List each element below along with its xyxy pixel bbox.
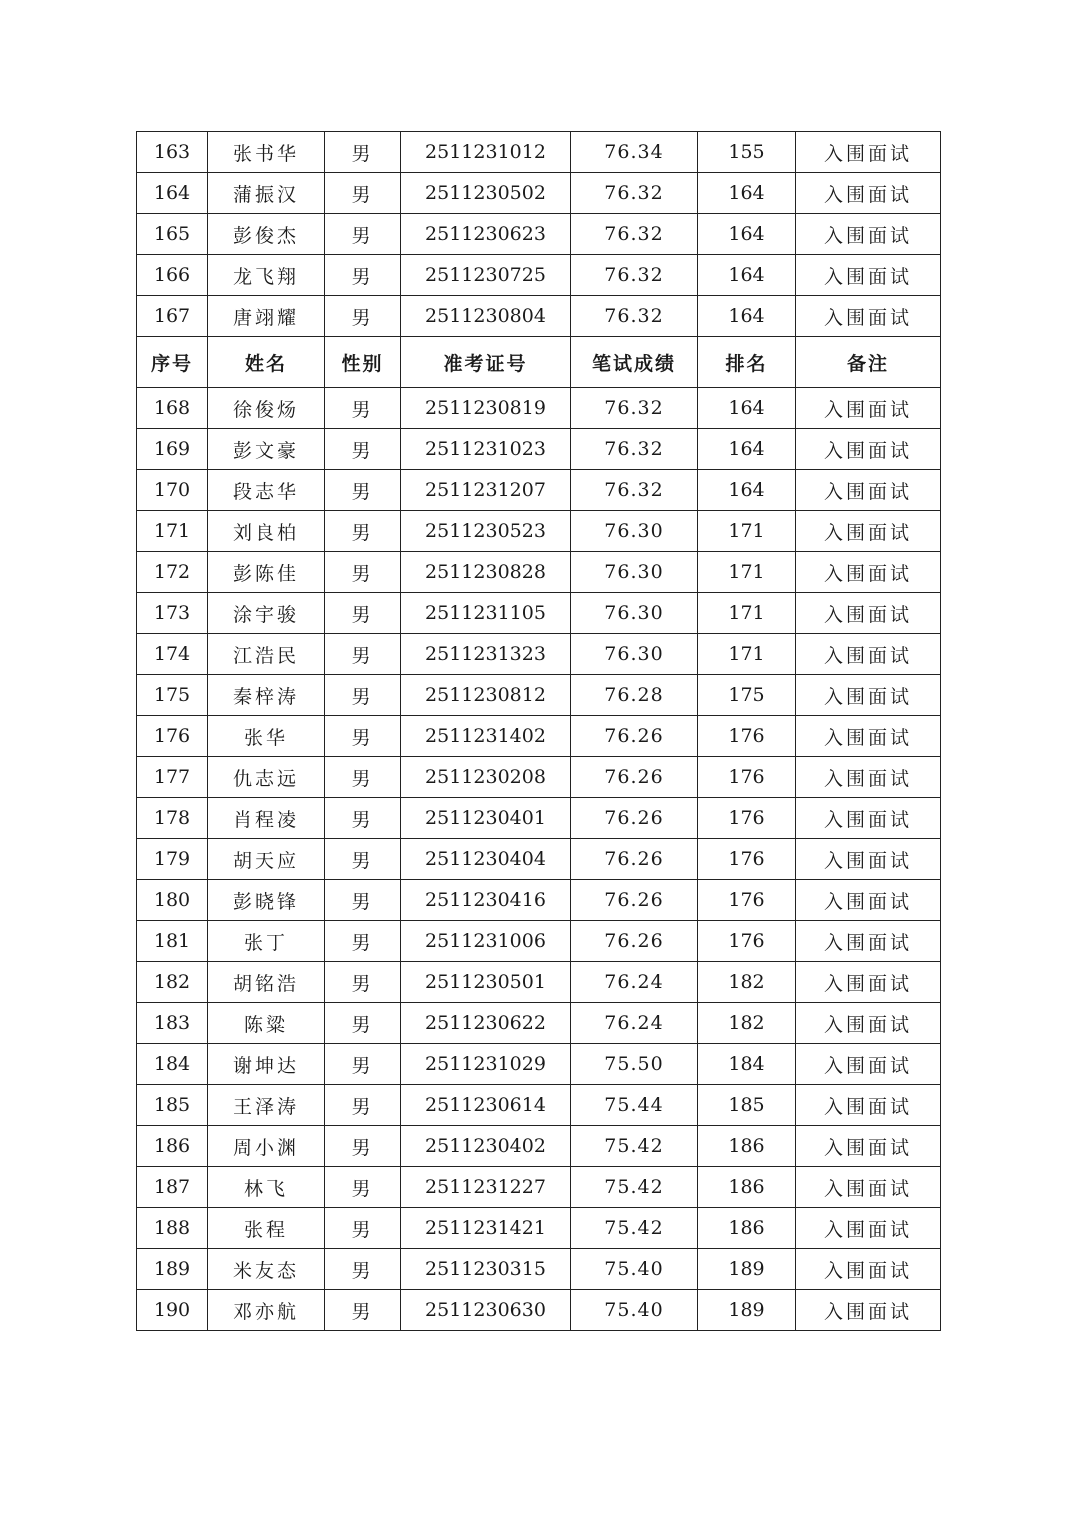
cell-gender: 男 (325, 839, 401, 880)
cell-name: 彭俊杰 (208, 214, 325, 255)
cell-gender: 男 (325, 675, 401, 716)
table-row (137, 429, 941, 470)
cell-rank: 176 (698, 880, 796, 921)
cell-rank: 176 (698, 798, 796, 839)
cell-gender: 男 (325, 214, 401, 255)
cell-exam-id: 2511230402 (401, 1126, 571, 1167)
rows-before-header (137, 132, 941, 337)
cell-no: 185 (137, 1085, 208, 1126)
cell-no: 168 (137, 388, 208, 429)
cell-exam-id: 2511230208 (401, 757, 571, 798)
cell-rank: 186 (698, 1126, 796, 1167)
cell-score: 76.24 (571, 1003, 698, 1044)
table-row (137, 798, 941, 839)
cell-gender: 男 (325, 511, 401, 552)
cell-no: 178 (137, 798, 208, 839)
cell-exam-id: 2511231227 (401, 1167, 571, 1208)
cell-gender: 男 (325, 880, 401, 921)
cell-rank: 186 (698, 1208, 796, 1249)
cell-rank: 176 (698, 921, 796, 962)
cell-score: 75.40 (571, 1249, 698, 1290)
cell-rank: 182 (698, 962, 796, 1003)
cell-score: 75.42 (571, 1126, 698, 1167)
table-row (137, 593, 941, 634)
cell-exam-id: 2511230614 (401, 1085, 571, 1126)
cell-name: 谢坤达 (208, 1044, 325, 1085)
cell-exam-id: 2511230523 (401, 511, 571, 552)
cell-exam-id: 2511231029 (401, 1044, 571, 1085)
cell-name: 张程 (208, 1208, 325, 1249)
cell-score: 76.26 (571, 839, 698, 880)
cell-exam-id: 2511231207 (401, 470, 571, 511)
cell-note: 入围面试 (796, 675, 941, 716)
cell-note: 入围面试 (796, 839, 941, 880)
cell-exam-id: 2511230501 (401, 962, 571, 1003)
cell-score: 75.42 (571, 1208, 698, 1249)
table-row (137, 173, 941, 214)
cell-rank: 164 (698, 255, 796, 296)
cell-no: 187 (137, 1167, 208, 1208)
cell-exam-id: 2511230416 (401, 880, 571, 921)
cell-note: 入围面试 (796, 214, 941, 255)
cell-note: 入围面试 (796, 1085, 941, 1126)
cell-name: 仇志远 (208, 757, 325, 798)
cell-gender: 男 (325, 132, 401, 173)
header-exam-id: 准考证号 (401, 337, 571, 388)
cell-score: 76.32 (571, 470, 698, 511)
cell-note: 入围面试 (796, 552, 941, 593)
cell-note: 入围面试 (796, 1044, 941, 1085)
cell-rank: 155 (698, 132, 796, 173)
cell-score: 76.26 (571, 757, 698, 798)
cell-exam-id: 2511230725 (401, 255, 571, 296)
cell-rank: 176 (698, 839, 796, 880)
table-row (137, 511, 941, 552)
cell-gender: 男 (325, 388, 401, 429)
cell-no: 183 (137, 1003, 208, 1044)
cell-rank: 164 (698, 296, 796, 337)
cell-score: 76.30 (571, 593, 698, 634)
table-row (137, 716, 941, 757)
cell-note: 入围面试 (796, 798, 941, 839)
table-row (137, 921, 941, 962)
cell-name: 肖程凌 (208, 798, 325, 839)
header-row (137, 337, 941, 388)
cell-score: 76.32 (571, 429, 698, 470)
cell-name: 陈粱 (208, 1003, 325, 1044)
table-row (137, 880, 941, 921)
cell-no: 182 (137, 962, 208, 1003)
cell-score: 76.30 (571, 634, 698, 675)
table-row (137, 388, 941, 429)
repeated-header (137, 337, 941, 388)
cell-exam-id: 2511231421 (401, 1208, 571, 1249)
cell-name: 徐俊炀 (208, 388, 325, 429)
cell-exam-id: 2511230315 (401, 1249, 571, 1290)
cell-score: 76.26 (571, 798, 698, 839)
table-row (137, 1208, 941, 1249)
cell-exam-id: 2511231105 (401, 593, 571, 634)
cell-name: 林飞 (208, 1167, 325, 1208)
cell-name: 彭文豪 (208, 429, 325, 470)
cell-no: 176 (137, 716, 208, 757)
cell-name: 周小渊 (208, 1126, 325, 1167)
cell-note: 入围面试 (796, 388, 941, 429)
cell-note: 入围面试 (796, 511, 941, 552)
cell-name: 蒲振汉 (208, 173, 325, 214)
cell-note: 入围面试 (796, 716, 941, 757)
table-row (137, 470, 941, 511)
table-row (137, 1044, 941, 1085)
cell-exam-id: 2511230630 (401, 1290, 571, 1331)
cell-rank: 171 (698, 593, 796, 634)
cell-gender: 男 (325, 296, 401, 337)
cell-gender: 男 (325, 429, 401, 470)
cell-rank: 189 (698, 1290, 796, 1331)
cell-exam-id: 2511231012 (401, 132, 571, 173)
cell-note: 入围面试 (796, 593, 941, 634)
cell-note: 入围面试 (796, 173, 941, 214)
cell-gender: 男 (325, 255, 401, 296)
cell-name: 江浩民 (208, 634, 325, 675)
cell-exam-id: 2511230804 (401, 296, 571, 337)
cell-gender: 男 (325, 634, 401, 675)
cell-note: 入围面试 (796, 429, 941, 470)
cell-name: 彭陈佳 (208, 552, 325, 593)
header-gender: 性别 (325, 337, 401, 388)
cell-name: 龙飞翔 (208, 255, 325, 296)
cell-note: 入围面试 (796, 1208, 941, 1249)
cell-rank: 164 (698, 173, 796, 214)
cell-no: 188 (137, 1208, 208, 1249)
results-table (136, 131, 941, 1331)
cell-note: 入围面试 (796, 296, 941, 337)
cell-gender: 男 (325, 1044, 401, 1085)
cell-name: 段志华 (208, 470, 325, 511)
cell-note: 入围面试 (796, 470, 941, 511)
cell-score: 76.34 (571, 132, 698, 173)
header-score: 笔试成绩 (571, 337, 698, 388)
cell-gender: 男 (325, 470, 401, 511)
header-no: 序号 (137, 337, 208, 388)
cell-exam-id: 2511231023 (401, 429, 571, 470)
table-row (137, 1085, 941, 1126)
cell-score: 76.26 (571, 921, 698, 962)
cell-rank: 164 (698, 214, 796, 255)
cell-rank: 184 (698, 1044, 796, 1085)
cell-gender: 男 (325, 1249, 401, 1290)
table-row (137, 1003, 941, 1044)
cell-rank: 164 (698, 429, 796, 470)
cell-no: 173 (137, 593, 208, 634)
cell-rank: 171 (698, 511, 796, 552)
cell-rank: 171 (698, 552, 796, 593)
cell-no: 180 (137, 880, 208, 921)
cell-score: 75.42 (571, 1167, 698, 1208)
cell-score: 76.32 (571, 388, 698, 429)
cell-name: 秦梓涛 (208, 675, 325, 716)
cell-note: 入围面试 (796, 962, 941, 1003)
cell-rank: 171 (698, 634, 796, 675)
cell-name: 胡铭浩 (208, 962, 325, 1003)
table-row (137, 296, 941, 337)
cell-score: 76.30 (571, 511, 698, 552)
cell-no: 184 (137, 1044, 208, 1085)
cell-gender: 男 (325, 1085, 401, 1126)
cell-no: 175 (137, 675, 208, 716)
cell-name: 米友态 (208, 1249, 325, 1290)
cell-score: 76.32 (571, 173, 698, 214)
cell-rank: 182 (698, 1003, 796, 1044)
cell-rank: 176 (698, 757, 796, 798)
cell-rank: 164 (698, 470, 796, 511)
cell-score: 75.44 (571, 1085, 698, 1126)
cell-exam-id: 2511230623 (401, 214, 571, 255)
table-row (137, 962, 941, 1003)
cell-exam-id: 2511230819 (401, 388, 571, 429)
cell-rank: 175 (698, 675, 796, 716)
cell-rank: 189 (698, 1249, 796, 1290)
cell-score: 76.30 (571, 552, 698, 593)
cell-rank: 186 (698, 1167, 796, 1208)
cell-name: 王泽涛 (208, 1085, 325, 1126)
cell-name: 张书华 (208, 132, 325, 173)
cell-exam-id: 2511230812 (401, 675, 571, 716)
cell-no: 177 (137, 757, 208, 798)
table-row (137, 255, 941, 296)
cell-gender: 男 (325, 716, 401, 757)
cell-exam-id: 2511230828 (401, 552, 571, 593)
cell-name: 胡天应 (208, 839, 325, 880)
cell-gender: 男 (325, 1126, 401, 1167)
cell-name: 刘良柏 (208, 511, 325, 552)
cell-gender: 男 (325, 552, 401, 593)
table-row (137, 839, 941, 880)
cell-note: 入围面试 (796, 880, 941, 921)
table-row (137, 1249, 941, 1290)
cell-exam-id: 2511231402 (401, 716, 571, 757)
cell-note: 入围面试 (796, 757, 941, 798)
cell-no: 171 (137, 511, 208, 552)
cell-no: 167 (137, 296, 208, 337)
cell-exam-id: 2511231323 (401, 634, 571, 675)
cell-gender: 男 (325, 757, 401, 798)
cell-exam-id: 2511230404 (401, 839, 571, 880)
cell-note: 入围面试 (796, 634, 941, 675)
table-row (137, 634, 941, 675)
cell-gender: 男 (325, 921, 401, 962)
rows-after-header (137, 388, 941, 1331)
cell-no: 163 (137, 132, 208, 173)
cell-note: 入围面试 (796, 132, 941, 173)
cell-gender: 男 (325, 593, 401, 634)
cell-no: 186 (137, 1126, 208, 1167)
cell-gender: 男 (325, 962, 401, 1003)
cell-rank: 176 (698, 716, 796, 757)
cell-no: 172 (137, 552, 208, 593)
cell-no: 166 (137, 255, 208, 296)
cell-exam-id: 2511230401 (401, 798, 571, 839)
cell-no: 181 (137, 921, 208, 962)
cell-exam-id: 2511230622 (401, 1003, 571, 1044)
table-row (137, 552, 941, 593)
cell-no: 164 (137, 173, 208, 214)
header-note: 备注 (796, 337, 941, 388)
cell-note: 入围面试 (796, 1003, 941, 1044)
cell-name: 邓亦航 (208, 1290, 325, 1331)
cell-name: 涂宇骏 (208, 593, 325, 634)
table-row (137, 1126, 941, 1167)
cell-note: 入围面试 (796, 921, 941, 962)
cell-gender: 男 (325, 1290, 401, 1331)
cell-gender: 男 (325, 798, 401, 839)
cell-score: 76.32 (571, 214, 698, 255)
cell-no: 190 (137, 1290, 208, 1331)
cell-score: 75.40 (571, 1290, 698, 1331)
cell-no: 169 (137, 429, 208, 470)
cell-note: 入围面试 (796, 1249, 941, 1290)
cell-score: 76.26 (571, 716, 698, 757)
cell-exam-id: 2511231006 (401, 921, 571, 962)
table-row (137, 1290, 941, 1331)
table-row (137, 1167, 941, 1208)
header-rank: 排名 (698, 337, 796, 388)
cell-exam-id: 2511230502 (401, 173, 571, 214)
cell-score: 76.26 (571, 880, 698, 921)
cell-no: 165 (137, 214, 208, 255)
cell-gender: 男 (325, 173, 401, 214)
table-row (137, 132, 941, 173)
cell-score: 76.24 (571, 962, 698, 1003)
cell-gender: 男 (325, 1003, 401, 1044)
table-row (137, 757, 941, 798)
table-row (137, 214, 941, 255)
cell-score: 76.28 (571, 675, 698, 716)
cell-gender: 男 (325, 1167, 401, 1208)
cell-score: 76.32 (571, 296, 698, 337)
cell-rank: 185 (698, 1085, 796, 1126)
cell-no: 174 (137, 634, 208, 675)
cell-note: 入围面试 (796, 1167, 941, 1208)
cell-score: 75.50 (571, 1044, 698, 1085)
cell-no: 170 (137, 470, 208, 511)
cell-note: 入围面试 (796, 1126, 941, 1167)
cell-name: 张丁 (208, 921, 325, 962)
cell-note: 入围面试 (796, 1290, 941, 1331)
table-row (137, 675, 941, 716)
cell-name: 彭晓锋 (208, 880, 325, 921)
cell-score: 76.32 (571, 255, 698, 296)
cell-gender: 男 (325, 1208, 401, 1249)
cell-no: 179 (137, 839, 208, 880)
cell-name: 唐翊耀 (208, 296, 325, 337)
cell-no: 189 (137, 1249, 208, 1290)
cell-rank: 164 (698, 388, 796, 429)
cell-name: 张华 (208, 716, 325, 757)
header-name: 姓名 (208, 337, 325, 388)
cell-note: 入围面试 (796, 255, 941, 296)
